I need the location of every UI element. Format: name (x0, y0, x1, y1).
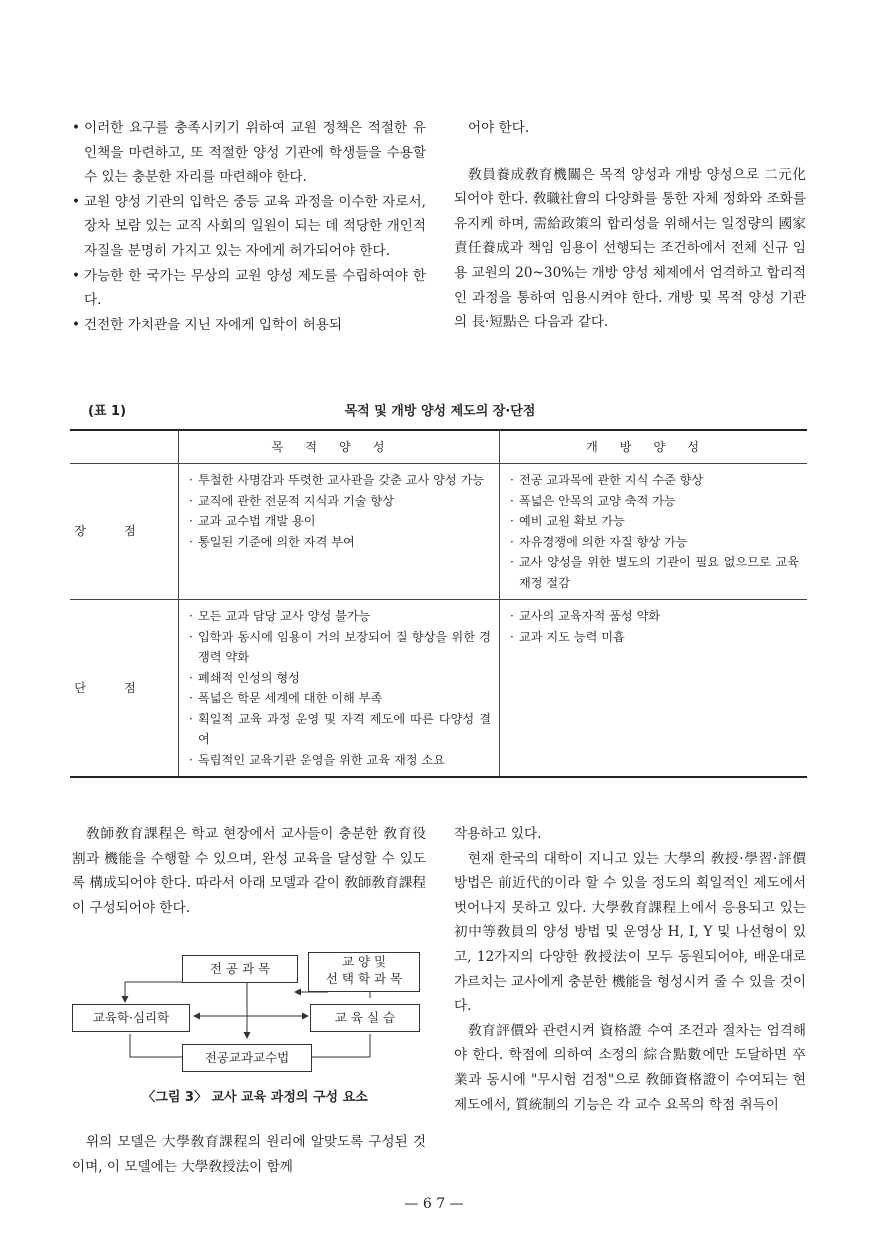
paragraph: 敎育評價와 관련시켜 資格證 수여 조건과 절차는 엄격해야 한다. 학점에 의하여 소정의 綜合點數에만 도달하면 卒業과 동시에 "무시험 검정"으로 敎師資格證이 수여되는 현 제도에서, 質統制의 기능은 각 교수 요목의 학점 취득이 (454, 1022, 806, 1113)
major-subjects-box: 전 공 과 목 (182, 955, 298, 983)
subject-methods-box: 전공교과교수법 (182, 1044, 312, 1072)
figure-caption: 〈그림 3〉 교사 교육 과정의 구성 요소 (142, 1090, 368, 1105)
table-label: (표 1) (88, 404, 127, 419)
pedagogy-psychology-box: 교육학·심리학 (72, 1004, 190, 1032)
bullet-item: • 이러한 요구를 충족시키기 위하여 교원 정책은 적절한 유인책을 마련하고, 또 적절한 양성 기관에 학생들을 수용할 수 있는 충분한 자리를 마련해야 한다. (72, 120, 426, 186)
bullet-item: • 가능한 한 국가는 무상의 교원 양성 제도를 수립하여야 한다. (72, 267, 426, 309)
list-item: · 전공 교과목에 관한 지식 수준 향상 (510, 473, 704, 487)
list-item: · 통일된 기준에 의한 자격 부여 (189, 534, 355, 549)
list-item: · 폭넓은 학문 세계에 대한 이해 부족 (189, 691, 383, 705)
list-item: · 입학과 동시에 임용이 거의 보장되어 질 향상을 위한 경쟁력 약화 (189, 629, 491, 664)
header-purpose: 목적양성 (179, 430, 500, 464)
table-title: 목적 및 개방 양성 제도의 장·단점 (344, 404, 536, 419)
purpose-cell (179, 600, 500, 778)
row-label: 장점 (70, 464, 179, 600)
list-item: · 독립적인 교육기관 운영을 위한 교육 재정 소요 (189, 752, 445, 767)
list-item: · 투철한 사명감과 뚜렷한 교사관을 갖춘 교사 양성 가능 (189, 473, 485, 487)
paragraph: 敎員養成敎育機關은 목적 양성과 개방 양성으로 二元化되어야 한다. 敎職社會의 다양화를 통한 자체 정화와 조화를 유지케 하며, 需給政策의 합리성을 위해서는 일정량의 國家責任養成과 책임 임용이 선행되는 조건하에서 전체 신규 임용 교원의 20~30%는 개방 양성 체제에서 엄격하고 합리적인 과정을 통하여 임용시켜야 한다. 개방 및 목적 양성 기관의 長·短點은 다음과 같다. (454, 166, 806, 331)
paragraph: 敎師敎育課程은 학교 현장에서 교사들이 충분한 敎育役割과 機能을 수행할 수 있으며, 완성 교육을 달성할 수 있도록 構成되어야 한다. 따라서 아래 모델과 같이 敎師敎育課程이 구성되어야 한다. (72, 826, 426, 916)
list-item: · 자유경쟁에 의한 자질 향상 가능 (510, 534, 688, 549)
open-cell (500, 600, 808, 778)
list-item: · 교직에 관한 전문적 지식과 기술 향상 (189, 493, 394, 508)
header-empty (70, 430, 179, 464)
curriculum-diagram (70, 950, 440, 1075)
list-item: · 획일적 교육 과정 운영 및 자격 제도에 따른 다양성 결여 (189, 711, 491, 746)
comparison-table (70, 429, 807, 778)
paragraph: 위의 모델은 大學敎育課程의 원리에 알맞도록 구성된 것이며, 이 모델에는 大學敎授法이 함께 (72, 1134, 426, 1175)
bullet-item: • 교원 양성 기관의 입학은 중등 교육 과정을 이수한 자로서, 장차 보람 있는 교직 사회의 일원이 되는 데 적당한 개인적 자질을 분명히 가지고 있는 자에게 허가되어야 한다. (72, 193, 426, 259)
list-item: · 교과 교수법 개발 용이 (189, 514, 316, 528)
list-item: · 교사 양성을 위한 별도의 기관이 필요 없으므로 교육 재정 절감 (510, 555, 799, 590)
paragraph: 현재 한국의 대학이 지니고 있는 大學의 敎授·學習·評價 방법은 前近代的이라 할 수 있을 정도의 획일적인 제도에서 벗어나지 못하고 있다. 大學敎育課程上에서 응용되고 있는 初中等敎員의 양성 방법 및 운영상 H, I, Y 및 나선형이 있고, 12가지의 다양한 敎授法이 모두 동원되어야, 배운대로 가르치는 교사에게 충분한 機能을 형성시켜 줄 수 있을 것이다. (454, 850, 806, 1015)
row-label: 단점 (70, 600, 179, 778)
list-item: · 폭넓은 안목의 교양 축적 가능 (510, 493, 676, 508)
purpose-cell (179, 464, 500, 600)
continuation-text: 어야 한다. (468, 120, 530, 136)
table-row (70, 464, 807, 600)
continuation-text: 작용하고 있다. (454, 826, 542, 842)
list-item: · 폐쇄적 인성의 형성 (189, 670, 300, 685)
liberal-elective-box: 교 양 및 선 택 학 과 목 (308, 952, 420, 992)
top-left-column (72, 116, 426, 337)
list-item: · 교과 지도 능력 미흡 (510, 629, 625, 644)
open-cell (500, 464, 808, 600)
top-right-column (454, 116, 806, 335)
teaching-practice-box: 교 육 실 습 (310, 1004, 420, 1032)
table-row (70, 600, 807, 778)
header-open: 개방양성 (500, 430, 808, 464)
list-item: · 예비 교원 확보 가능 (510, 514, 625, 528)
bullet-item: • 건전한 가치관을 지닌 자에게 입학이 허용되 (72, 316, 342, 333)
bottom-right-column (454, 822, 806, 1117)
bottom-left-column (72, 822, 426, 920)
table-header-row (70, 430, 807, 464)
bottom-left-column-lower (72, 1130, 426, 1179)
list-item: · 모든 교과 담당 교사 양성 불가능 (189, 609, 371, 623)
page-number: — 6 7 — (404, 1196, 464, 1212)
list-item: · 교사의 교육자적 품성 약화 (510, 609, 661, 623)
